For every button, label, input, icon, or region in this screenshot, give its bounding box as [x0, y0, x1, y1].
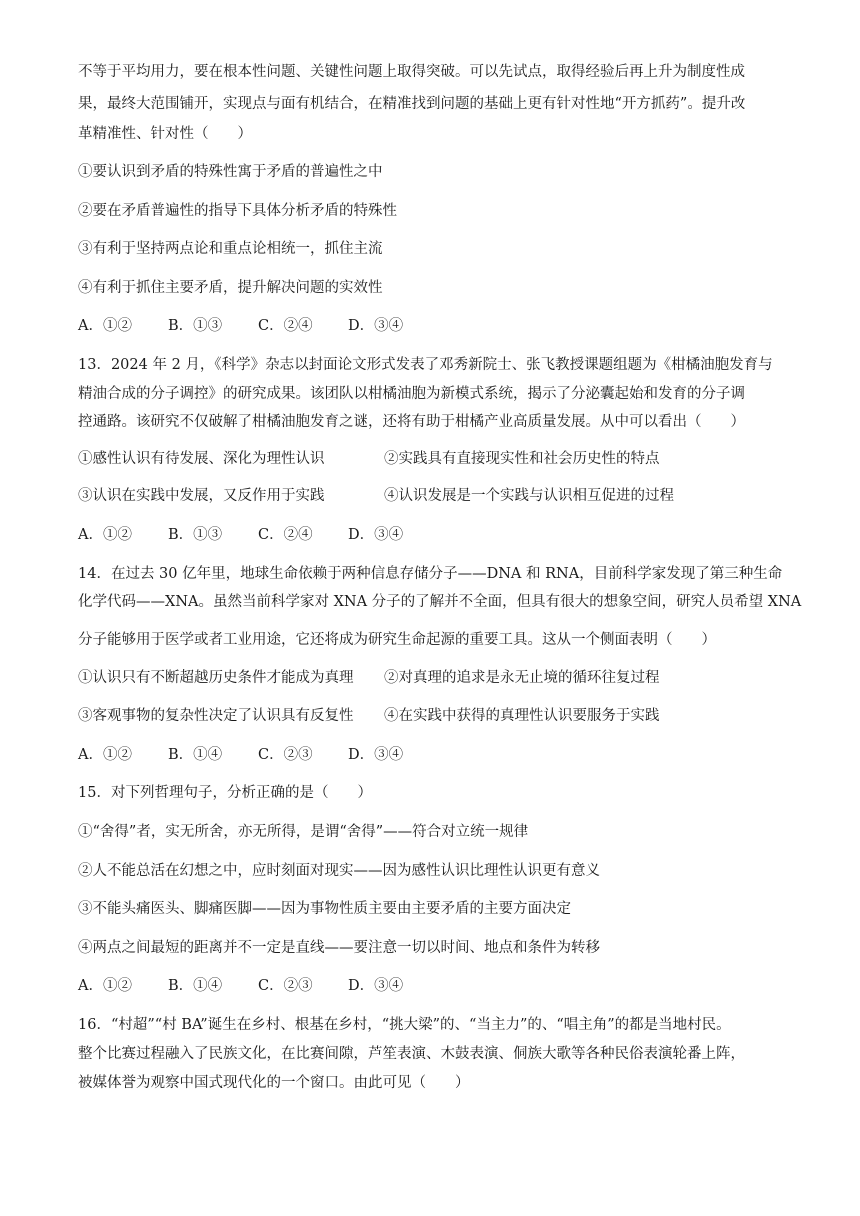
q12-text-line-1: 不等于平均用力，要在根本性问题、关键性问题上取得突破。可以先试点，取得经验后再上升为制度性成	[78, 64, 745, 80]
q12-text-line-3: 革精准性、针对性（ ）	[78, 126, 252, 142]
q12-text-line-2: 果，最终大范围铺开，实现点与面有机结合，在精准找到问题的基础上更有针对性地“开方抓药”。提升改	[78, 96, 746, 112]
answer-b[interactable]: B．①④	[168, 747, 223, 763]
q16-stem-line-3: 被媒体誉为观察中国式现代化的一个窗口。由此可见（ ）	[78, 1075, 470, 1091]
q12-option-3: ③有利于坚持两点论和重点论相统一，抓住主流	[78, 241, 383, 257]
answer-b[interactable]: B．①③	[168, 527, 223, 543]
q14-option-3: ③客观事物的复杂性决定了认识具有反复性	[78, 708, 354, 724]
answer-c[interactable]: C．②③	[258, 747, 313, 763]
q14-option-2: ②对真理的追求是永无止境的循环往复过程	[384, 670, 660, 686]
q16-stem-line-1: 16．“村超”“村 BA”诞生在乡村、根基在乡村，“挑大梁”的、“当主力”的、“唱主角”的都是当地村民。	[78, 1017, 731, 1033]
answer-c[interactable]: C．②④	[258, 318, 313, 334]
answer-a[interactable]: A．①②	[78, 318, 132, 334]
answer-b[interactable]: B．①③	[168, 318, 223, 334]
q13-option-4: ④认识发展是一个实践与认识相互促进的过程	[384, 488, 674, 504]
q13-stem-line-1: 13．2024 年 2 月，《科学》杂志以封面论文形式发表了邓秀新院士、张飞教授课题组题为《柑橘油胞发育与	[78, 357, 773, 373]
q13-answer-row	[78, 525, 438, 545]
q12-option-2: ②要在矛盾普遍性的指导下具体分析矛盾的特殊性	[78, 203, 397, 219]
answer-d[interactable]: D．③④	[348, 747, 404, 763]
q14-stem-line-3: 分子能够用于医学或者工业用途，它还将成为研究生命起源的重要工具。这从一个侧面表明（ ）	[78, 632, 716, 648]
q14-option-4: ④在实践中获得的真理性认识要服务于实践	[384, 708, 660, 724]
q14-answer-row	[78, 745, 438, 765]
q16-stem-line-2: 整个比赛过程融入了民族文化，在比赛间隙，芦笙表演、木鼓表演、侗族大歌等各种民俗表演轮番上阵，	[78, 1046, 745, 1062]
q13-option-2: ②实践具有直接现实性和社会历史性的特点	[384, 451, 660, 467]
q15-option-2: ②人不能总活在幻想之中，应时刻面对现实——因为感性认识比理性认识更有意义	[78, 863, 600, 879]
q14-stem-line-1: 14．在过去 30 亿年里，地球生命依赖于两种信息存储分子——DNA 和 RNA，目前科学家发现了第三种生命	[78, 566, 783, 582]
q15-option-1: ①“舍得”者，实无所舍，亦无所得，是谓“舍得”——符合对立统一规律	[78, 824, 529, 840]
q12-option-4: ④有利于抓住主要矛盾，提升解决问题的实效性	[78, 280, 383, 296]
answer-d[interactable]: D．③④	[348, 978, 404, 994]
answer-a[interactable]: A．①②	[78, 527, 132, 543]
q13-stem-line-3: 控通路。该研究不仅破解了柑橘油胞发育之谜，还将有助于柑橘产业高质量发展。从中可以看出（ ）	[78, 414, 745, 430]
q15-option-3: ③不能头痛医头、脚痛医脚——因为事物性质主要由主要矛盾的主要方面决定	[78, 901, 571, 917]
q14-option-1: ①认识只有不断超越历史条件才能成为真理	[78, 670, 354, 686]
q13-stem-line-2: 精油合成的分子调控》的研究成果。该团队以柑橘油胞为新模式系统，揭示了分泌囊起始和发育的分子调	[78, 386, 745, 402]
q14-stem-line-2: 化学代码——XNA。虽然当前科学家对 XNA 分子的了解并不全面，但具有很大的想象空间，研究人员希望 XNA	[78, 594, 802, 610]
q12-answer-row	[78, 316, 438, 336]
answer-c[interactable]: C．②③	[258, 978, 313, 994]
answer-a[interactable]: A．①②	[78, 747, 132, 763]
q13-option-1: ①感性认识有待发展、深化为理性认识	[78, 451, 325, 467]
answer-c[interactable]: C．②④	[258, 527, 313, 543]
answer-d[interactable]: D．③④	[348, 318, 404, 334]
q15-stem: 15．对下列哲理句子，分析正确的是（ ）	[78, 785, 372, 801]
q13-option-3: ③认识在实践中发展，又反作用于实践	[78, 488, 325, 504]
answer-a[interactable]: A．①②	[78, 978, 132, 994]
q15-answer-row	[78, 976, 438, 996]
answer-d[interactable]: D．③④	[348, 527, 404, 543]
q15-option-4: ④两点之间最短的距离并不一定是直线——要注意一切以时间、地点和条件为转移	[78, 940, 600, 956]
q12-option-1: ①要认识到矛盾的特殊性寓于矛盾的普遍性之中	[78, 164, 383, 180]
answer-b[interactable]: B．①④	[168, 978, 223, 994]
